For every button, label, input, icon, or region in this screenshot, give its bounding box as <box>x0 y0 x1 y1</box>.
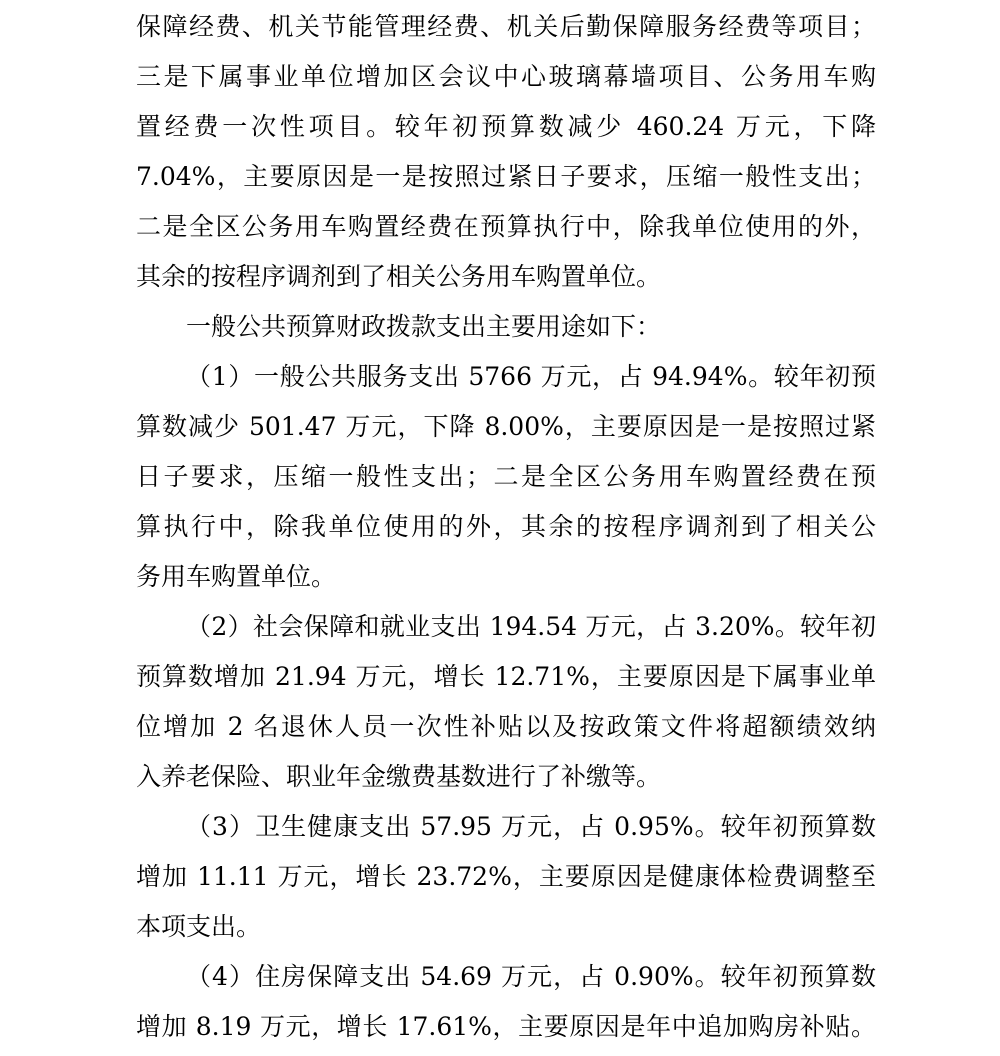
text-line: 位增加 2 名退休人员一次性补贴以及按政策文件将超额绩效纳 <box>136 712 876 741</box>
text-line: 本项支出。 <box>136 912 262 941</box>
paragraph-heading: 一般公共预算财政拨款支出主要用途如下： <box>186 312 662 341</box>
text-line: （4）住房保障支出 54.69 万元，占 0.90%。较年初预算数 <box>186 962 876 991</box>
text-line: （3）卫生健康支出 57.95 万元，占 0.95%。较年初预算数 <box>186 812 876 841</box>
text-line: 算数减少 501.47 万元，下降 8.00%，主要原因是一是按照过紧 <box>136 412 876 441</box>
text-line: 增加 8.19 万元，增长 17.61%，主要原因是年中追加购房补贴。 <box>136 1012 876 1041</box>
text-line: 增加 11.11 万元，增长 23.72%，主要原因是健康体检费调整至 <box>136 862 876 891</box>
text-line: 保障经费、机关节能管理经费、机关后勤保障服务经费等项目； <box>136 12 876 41</box>
text-line: （1）一般公共服务支出 5766 万元，占 94.94%。较年初预 <box>186 362 876 391</box>
text-line: 预算数增加 21.94 万元，增长 12.71%，主要原因是下属事业单 <box>136 662 876 691</box>
text-line: 务用车购置单位。 <box>136 562 337 591</box>
text-line: 7.04%，主要原因是一是按照过紧日子要求，压缩一般性支出； <box>136 162 876 191</box>
text-line: 置经费一次性项目。较年初预算数减少 460.24 万元，下降 <box>136 112 876 141</box>
text-line: 三是下属事业单位增加区会议中心玻璃幕墙项目、公务用车购 <box>136 62 876 91</box>
text-line: 算执行中，除我单位使用的外，其余的按程序调剂到了相关公 <box>136 512 876 541</box>
text-line: 日子要求，压缩一般性支出；二是全区公务用车购置经费在预 <box>136 462 876 491</box>
text-line: 其余的按程序调剂到了相关公务用车购置单位。 <box>136 262 662 291</box>
text-line: 入养老保险、职业年金缴费基数进行了补缴等。 <box>136 762 662 791</box>
text-line: （2）社会保障和就业支出 194.54 万元，占 3.20%。较年初 <box>186 612 876 641</box>
text-line: 二是全区公务用车购置经费在预算执行中，除我单位使用的外， <box>136 212 876 241</box>
